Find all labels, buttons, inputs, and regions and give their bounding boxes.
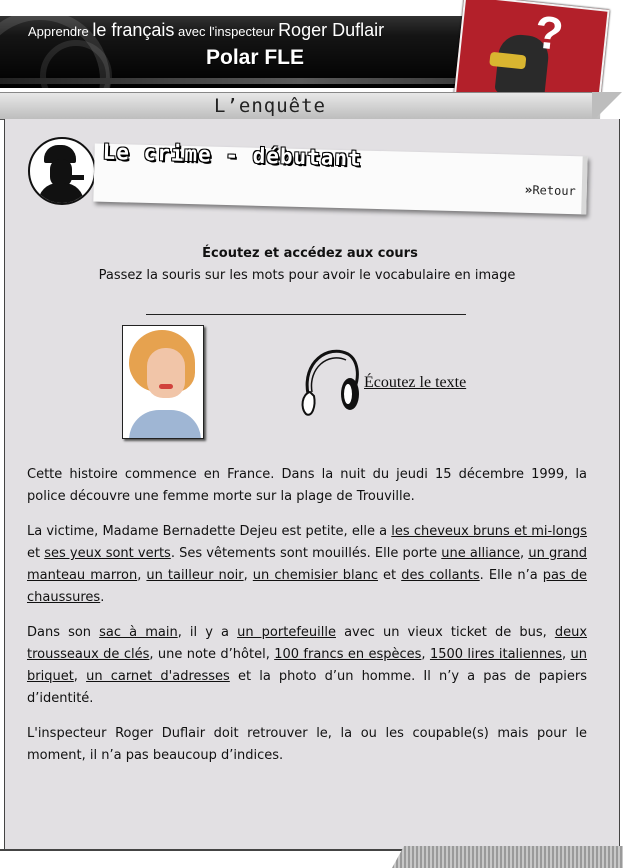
story-paragraph-3 [27,622,587,710]
back-link-label: Retour [532,183,576,199]
intro-title: Écoutez et accédez aux cours [202,246,418,261]
header-tagline [28,20,468,41]
headphones-icon[interactable] [298,342,362,422]
vocab-word-trousseaux[interactable]: deux trousseaux de clés [27,625,588,662]
detective-icon [28,137,96,205]
detective-pipe [70,175,84,180]
vocab-word-briquet[interactable]: un briquet [27,647,588,684]
portrait-shirt [129,410,201,439]
vocab-word-chaussures[interactable]: pas de chaussures [27,568,588,605]
question-mark-icon: ? [532,5,566,61]
tagline-apprendre: Apprendre [28,24,89,39]
listen-text-link[interactable]: Écoutez le texte [364,374,467,391]
vocab-word-cheveux[interactable]: les cheveux bruns et mi-longs [391,524,587,539]
text-segment: et [377,568,402,583]
vocab-word-manteau[interactable]: un grand manteau marron [27,546,588,583]
vocab-word-sac[interactable]: sac à main [99,625,178,640]
text-segment: et [27,546,45,561]
intro-subtitle: Passez la souris sur les mots pour avoir le vocabulaire en image [98,268,516,283]
detective-coat [38,183,84,205]
site-title: Polar FLE [205,46,305,69]
vocab-word-portefeuille[interactable]: un portefeuille [237,625,336,640]
section-bar [0,92,600,120]
vocab-word-francs[interactable]: 100 francs en espèces [274,647,422,662]
text-segment: , [562,647,571,662]
text-segment: , [73,669,87,684]
text-segment: , [421,647,430,662]
story-text [27,464,587,780]
story-paragraph-1: Cette histoire commence en France. Dans la nuit du jeudi 15 décembre 1999, la police découvre une femme morte sur la plage de Trouville. [27,467,587,504]
text-segment: Dans son [27,625,100,640]
text-segment: , [137,568,147,583]
text-segment: , une note d’hôtel, [149,647,275,662]
chevron-right-icon: » [524,182,533,199]
footer-tab [392,846,623,868]
text-segment: , il y a [177,625,238,640]
section-title: L’enquête [214,95,326,117]
tagline-avec: avec l'inspecteur [178,24,275,39]
separator-line [146,314,466,315]
logo-gun [489,52,526,70]
vocab-word-alliance[interactable]: une alliance [441,546,521,561]
text-segment: . Elle n’a [479,568,543,583]
text-segment: et la photo d’un homme. Il n’y a pas de papiers d’identité. [27,669,587,706]
story-paragraph-4: L'inspecteur Roger Duflair doit retrouver le, la ou les coupable(s) mais pour le moment, il n’a pas beaucoup d’indices. [27,726,587,763]
vocab-word-collants[interactable]: des collants [401,568,480,583]
victim-portrait-image [122,325,204,439]
portrait-lips [159,384,173,389]
portrait-face [147,348,185,398]
back-link[interactable] [524,183,576,199]
vocab-word-lires[interactable]: 1500 lires italiennes [429,647,563,662]
text-segment: . Ses vêtements sont mouillés. Elle porte [170,546,442,561]
text-segment: , [520,546,529,561]
story-paragraph-2 [27,521,587,609]
tagline-inspector-name: Roger Duflair [278,20,385,40]
text-segment: La victime, Madame Bernadette Dejeu est petite, elle a [27,524,392,539]
text-segment: , [243,568,253,583]
vocab-word-chemisier[interactable]: un chemisier blanc [252,568,378,583]
section-corner-fold [592,92,622,122]
vocab-word-carnet[interactable]: un carnet d'adresses [86,669,230,684]
crime-title: Le crime - débutant [102,139,363,171]
vocab-word-tailleur[interactable]: un tailleur noir [146,568,244,583]
vocab-word-yeux[interactable]: ses yeux sont verts [44,546,171,561]
text-segment: avec un vieux ticket de bus, [335,625,555,640]
text-segment: . [100,590,105,605]
tagline-le-francais: le français [92,20,175,40]
